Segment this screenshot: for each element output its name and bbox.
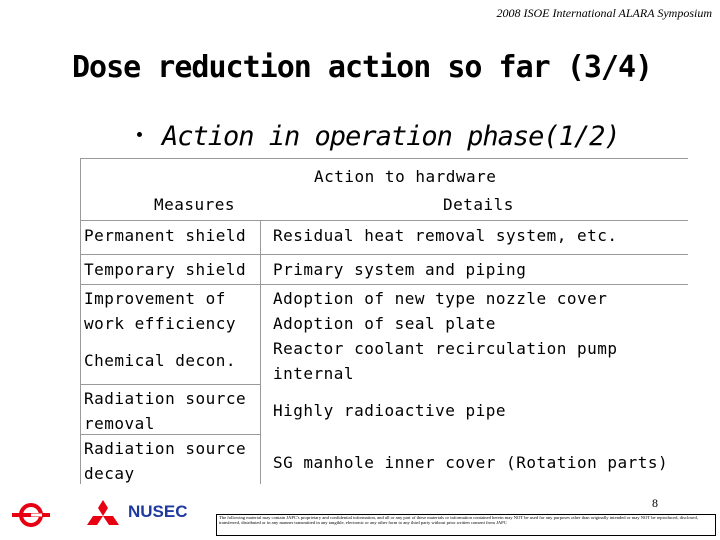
- company-logo-icon: [8, 501, 54, 529]
- measures-cell: Improvement of: [84, 289, 226, 308]
- row-divider: [80, 384, 260, 385]
- measures-cell: Radiation source: [84, 389, 247, 408]
- measures-cell: Permanent shield: [84, 226, 247, 245]
- page-number: 8: [652, 496, 658, 510]
- table-left-border: [80, 158, 81, 484]
- table-top-border: [80, 158, 688, 159]
- measures-cell: work efficiency: [84, 314, 236, 333]
- slide-subtitle: [126, 114, 620, 153]
- row-divider: [80, 254, 688, 255]
- details-cell: Residual heat removal system, etc.: [273, 226, 618, 245]
- measures-cell: Chemical decon.: [84, 351, 236, 370]
- proprietary-disclaimer: The following material may contain JAPC's proprietary and confidential information, and all or any part of these materials or information contained herein may NOT be used for any purposes other than originally intended or may NOT be reproduced, disclosed, transferred, distributed or in any manner transmitted in any tangible, electronic or any other form to any third party without prior written consent from JAPC: [216, 514, 716, 536]
- measures-cell: removal: [84, 414, 155, 433]
- header-details: Details: [443, 195, 514, 214]
- dose-reduction-table: [80, 158, 688, 484]
- mitsubishi-logo-icon: [86, 499, 120, 531]
- bullet-marker: ・: [126, 121, 152, 152]
- nusec-logo: NUSEC: [128, 502, 188, 521]
- details-cell: Adoption of new type nozzle cover: [273, 289, 608, 308]
- header-action-to-hardware: Action to hardware: [314, 167, 497, 186]
- details-cell: Highly radioactive pipe: [273, 401, 507, 420]
- row-divider: [80, 220, 688, 221]
- details-cell: Primary system and piping: [273, 260, 527, 279]
- details-cell: SG manhole inner cover (Rotation parts): [273, 453, 669, 472]
- row-divider: [80, 284, 688, 285]
- measures-cell: Radiation source: [84, 439, 247, 458]
- header-measures: Measures: [154, 195, 236, 214]
- details-cell: Adoption of seal plate: [273, 314, 496, 333]
- subtitle-text: Action in operation phase(1/2): [162, 121, 620, 152]
- details-cell: Reactor coolant recirculation pump: [273, 339, 618, 358]
- slide-title: Dose reduction action so far (3/4): [72, 50, 653, 85]
- column-divider: [260, 220, 261, 484]
- measures-cell: decay: [84, 464, 135, 483]
- details-cell: internal: [273, 364, 355, 383]
- measures-cell: Temporary shield: [84, 260, 247, 279]
- symposium-header: 2008 ISOE International ALARA Symposium: [496, 6, 712, 20]
